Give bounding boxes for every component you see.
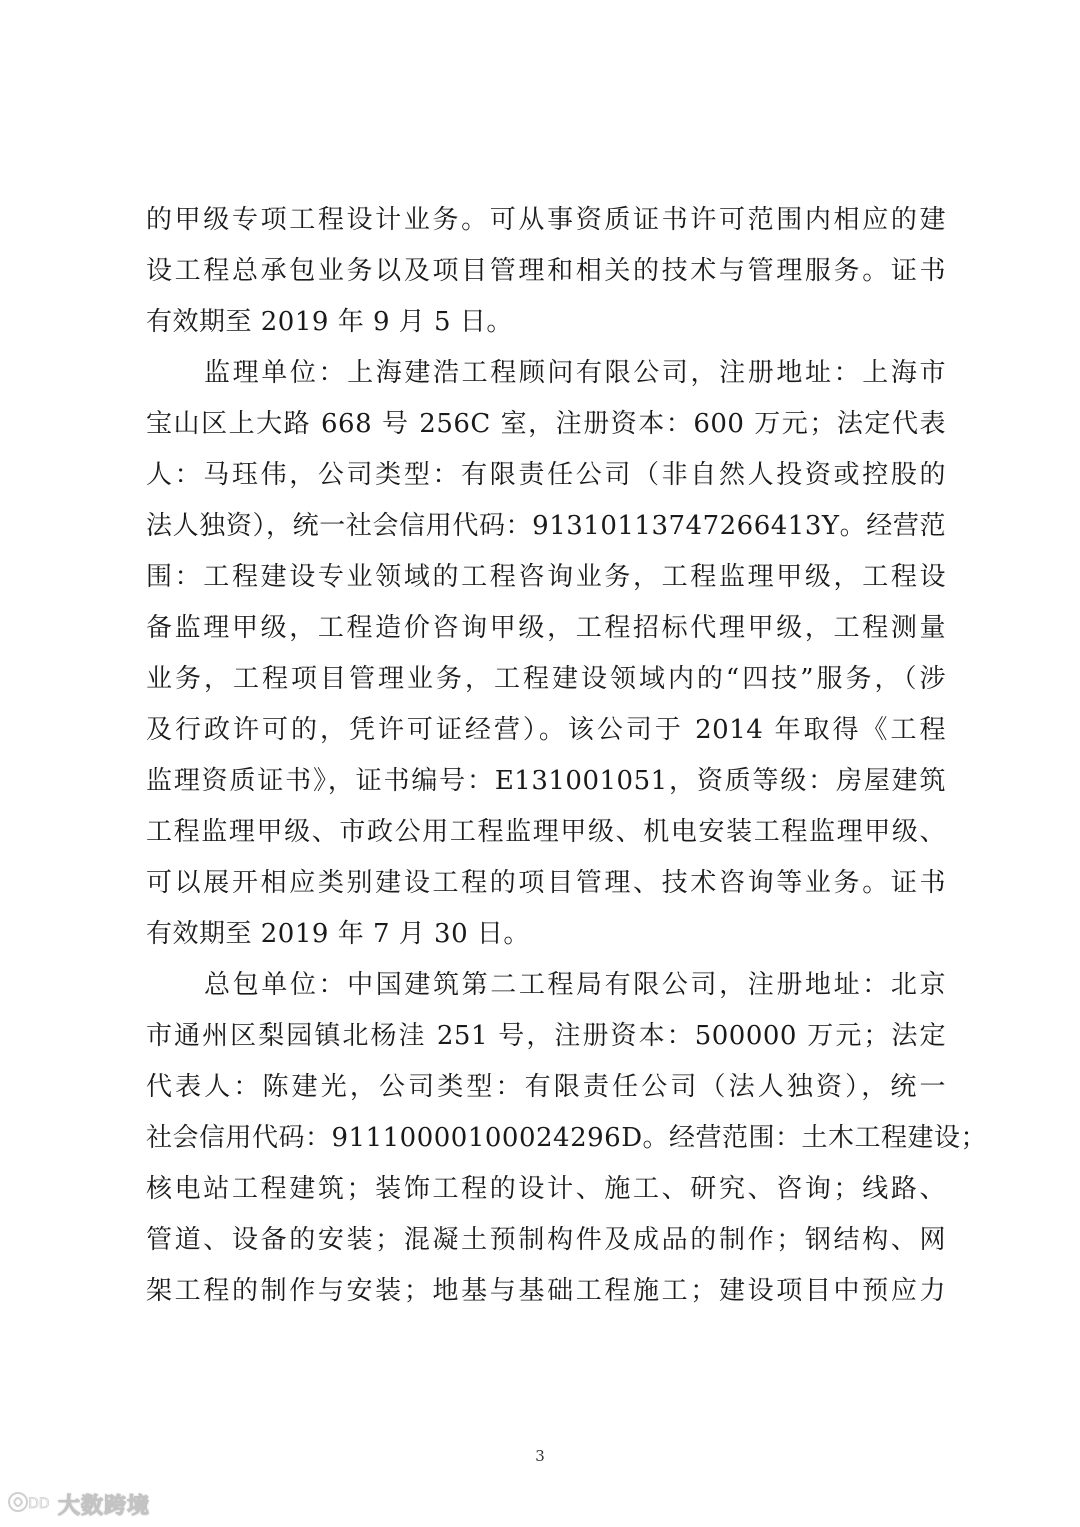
text-line: 人：马珏伟，公司类型：有限责任公司（非自然人投资或控股的 [146,460,946,490]
dashujk-logo-icon [8,1488,52,1520]
text-line: 业务，工程项目管理业务，工程建设领域内的“四技”服务，（涉 [146,664,946,694]
text-line: 代表人：陈建光，公司类型：有限责任公司（法人独资），统一 [146,1072,946,1102]
text-line: 的甲级专项工程设计业务。可从事资质证书许可范围内相应的建 [146,205,946,235]
svg-text:DD: DD [28,1496,50,1512]
page-number: 3 [535,1447,545,1465]
text-line: 有效期至 2019 年 9 月 5 日。 [146,307,513,337]
text-line: 社会信用代码：91110000100024296D。经营范围：土木工程建设； [146,1123,988,1153]
text-line: 架工程的制作与安装；地基与基础工程施工；建设项目中预应力 [146,1276,946,1306]
text-line: 备监理甲级，工程造价咨询甲级，工程招标代理甲级，工程测量 [146,613,946,643]
text-line: 监理资质证书》，证书编号：E131001051，资质等级：房屋建筑 [146,766,946,796]
text-line: 工程监理甲级、市政公用工程监理甲级、机电安装工程监理甲级、 [146,817,946,847]
text-line: 核电站工程建筑；装饰工程的设计、施工、研究、咨询；线路、 [146,1174,946,1204]
watermark [8,1487,150,1521]
text-line: 市通州区梨园镇北杨洼 251 号，注册资本：500000 万元；法定 [146,1021,946,1051]
text-line: 管道、设备的安装；混凝土预制构件及成品的制作；钢结构、网 [146,1225,946,1255]
paragraph-start-line: 监理单位：上海建浩工程顾问有限公司，注册地址：上海市 [204,358,946,388]
text-line: 围：工程建设专业领域的工程咨询业务，工程监理甲级，工程设 [146,562,946,592]
text-line: 设工程总承包业务以及项目管理和相关的技术与管理服务。证书 [146,256,946,286]
text-line: 法人独资），统一社会信用代码：91310113747266413Y。经营范 [146,511,946,541]
text-line: 宝山区上大路 668 号 256C 室，注册资本：600 万元；法定代表 [146,409,946,439]
text-line: 及行政许可的，凭许可证经营）。该公司于 2014 年取得《工程 [146,715,946,745]
text-line: 有效期至 2019 年 7 月 30 日。 [146,919,530,949]
paragraph-start-line: 总包单位：中国建筑第二工程局有限公司，注册地址：北京 [204,970,946,1000]
text-line: 可以展开相应类别建设工程的项目管理、技术咨询等业务。证书 [146,868,946,898]
watermark-text: 大数跨境 [58,1493,151,1519]
